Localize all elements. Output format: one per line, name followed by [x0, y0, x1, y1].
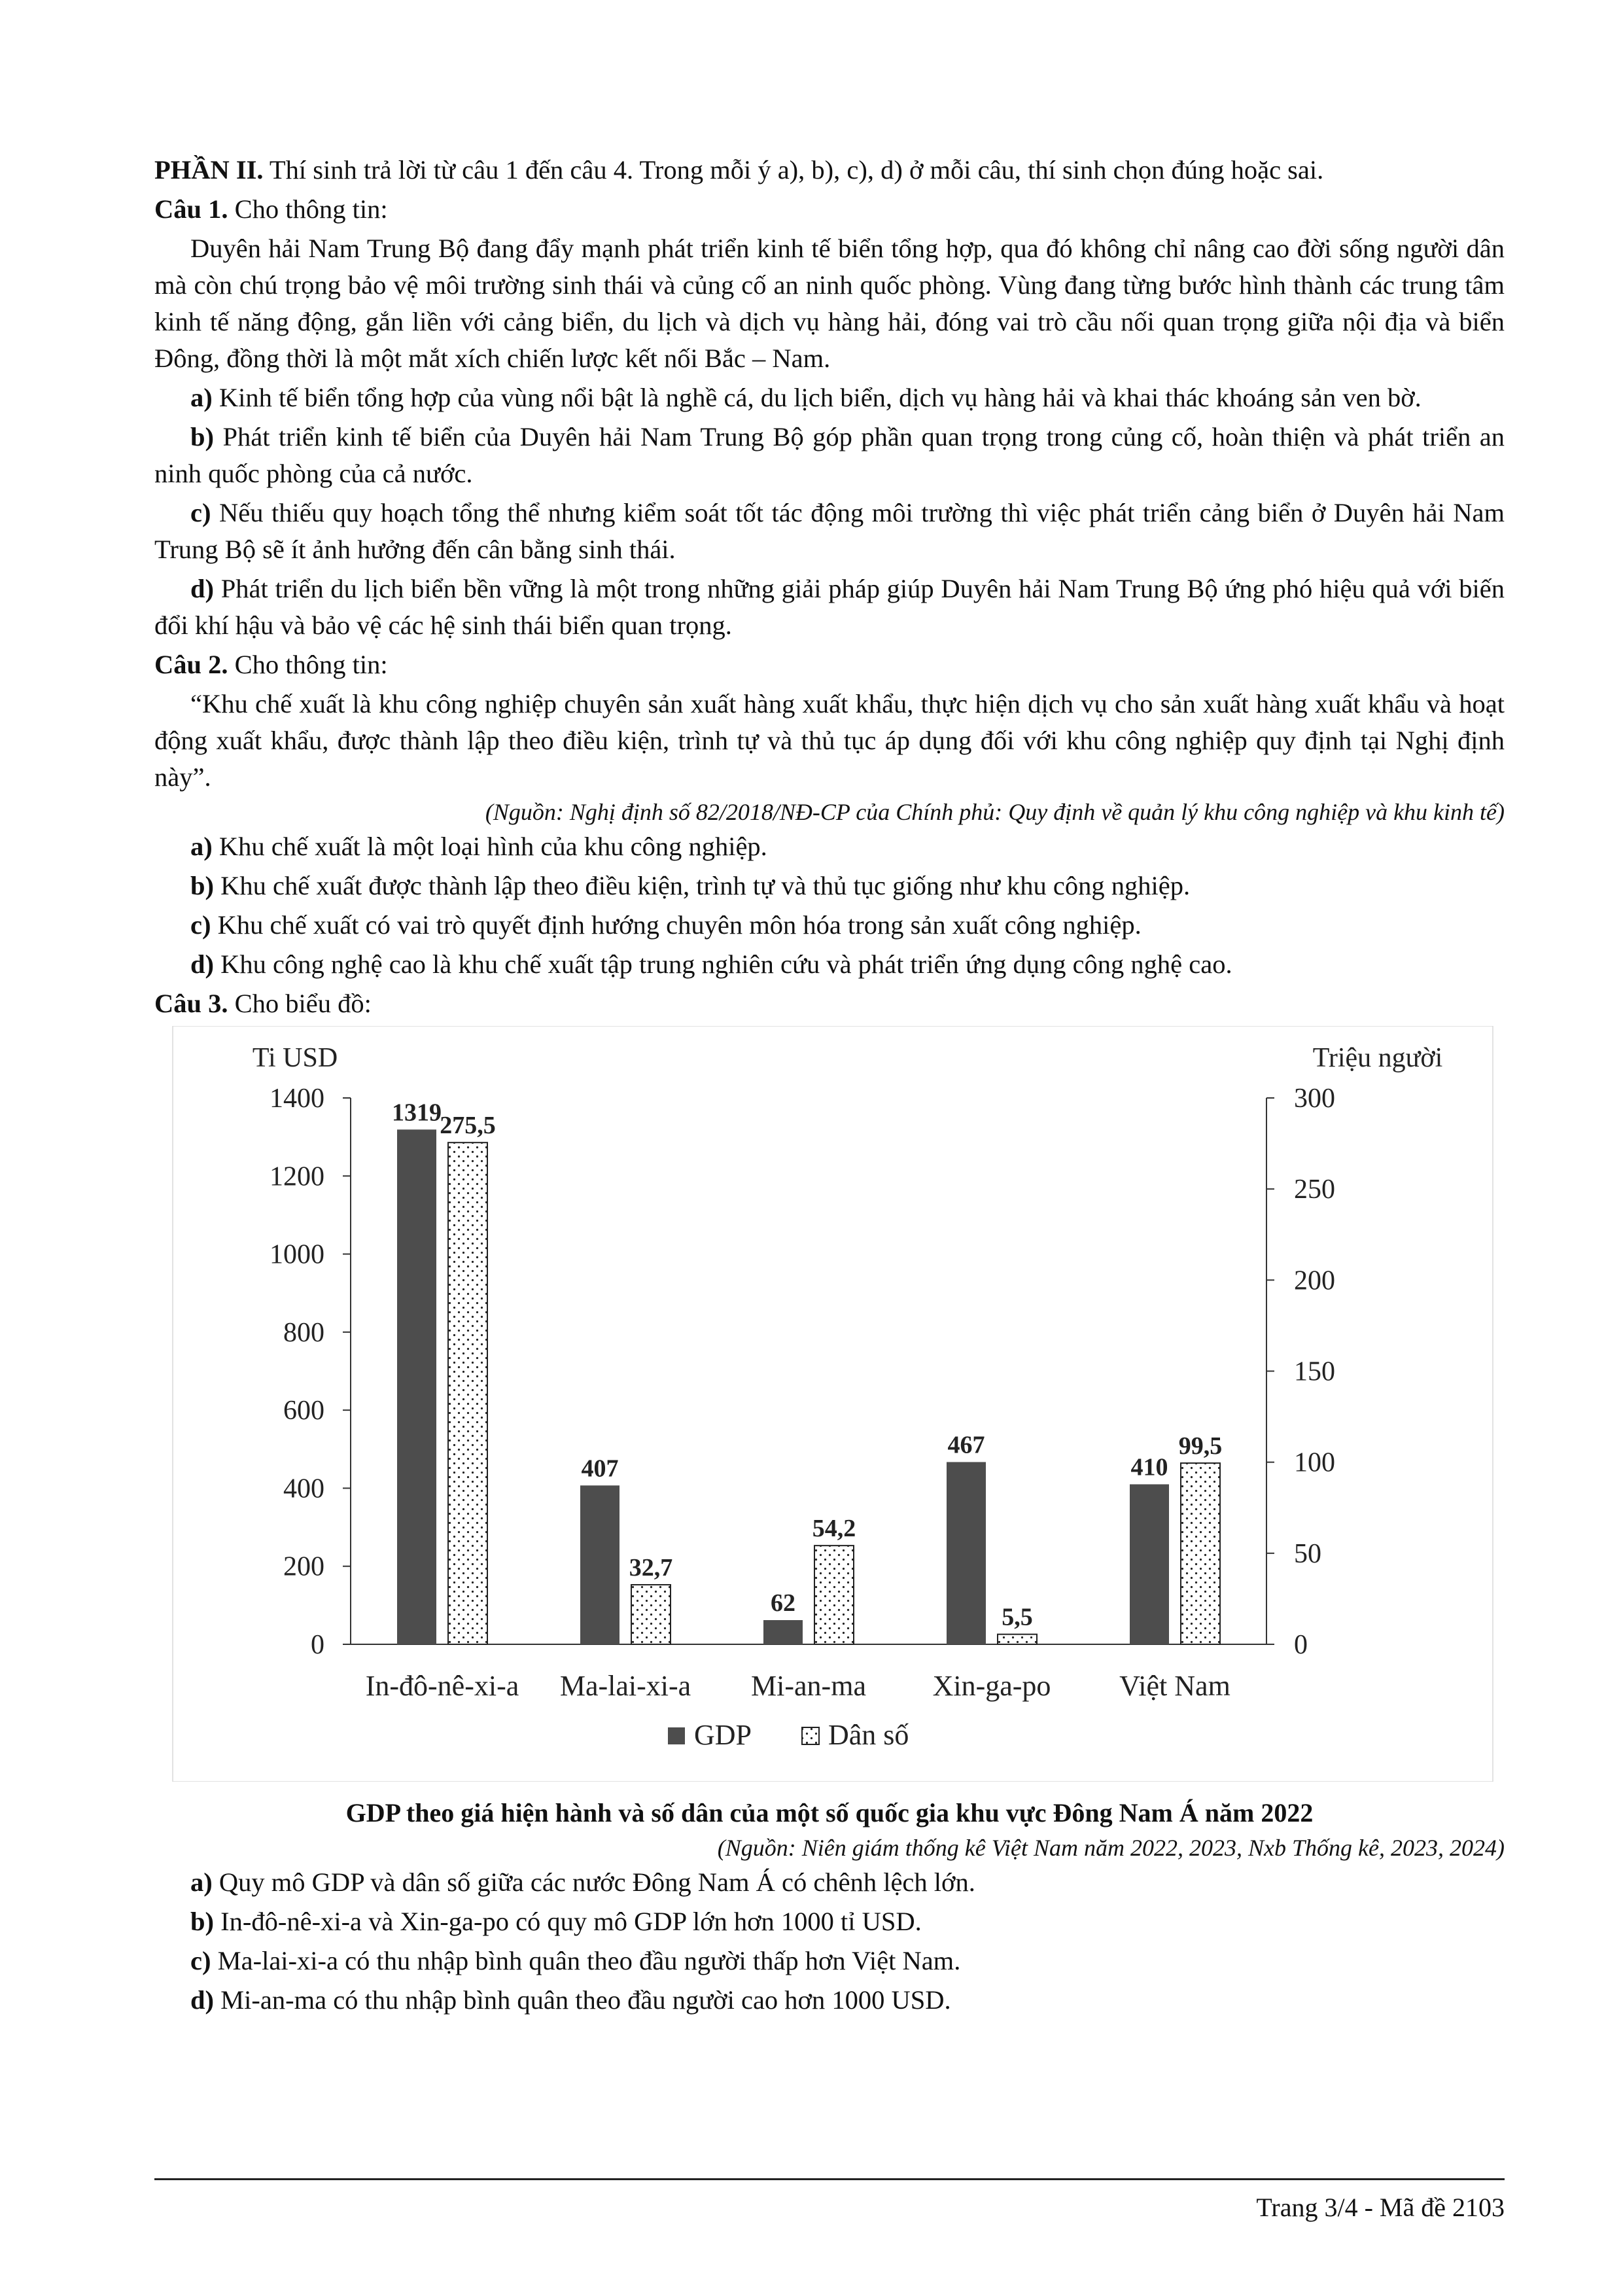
bar-population: [814, 1545, 854, 1644]
q2-item-key: d): [190, 949, 215, 979]
q3-label: Câu 3.: [154, 989, 228, 1018]
data-label-gdp: 410: [1130, 1453, 1168, 1481]
y-tick-label-left: 1000: [270, 1239, 324, 1270]
q3-item-text: Ma-lai-xi-a có thu nhập bình quân theo đầu người thấp hơn Việt Nam.: [211, 1946, 961, 1975]
y-tick-label-left: 200: [283, 1551, 324, 1582]
q1-label: Câu 1.: [154, 194, 228, 224]
x-tick-label: Ma-lai-xi-a: [559, 1670, 691, 1702]
y-tick-label-left: 1200: [270, 1161, 324, 1192]
x-tick-label: In-đô-nê-xi-a: [365, 1670, 519, 1702]
q2-item-text: Khu chế xuất có vai trò quyết định hướng chuyên môn hóa trong sản xuất công nghiệp.: [211, 910, 1142, 940]
q3-heading: [154, 985, 1505, 1022]
y-axis-title-left: Ti USD: [252, 1043, 338, 1073]
q2-item-key: b): [190, 871, 215, 900]
y-tick-label-right: 0: [1294, 1630, 1308, 1660]
legend-swatch-gdp: [668, 1727, 685, 1744]
y-tick-label-left: 400: [283, 1474, 324, 1504]
q2-item-a: [154, 828, 1505, 865]
q1-item-key: a): [190, 383, 213, 412]
data-label-population: 54,2: [812, 1515, 856, 1543]
legend-swatch-population: [802, 1727, 819, 1744]
bar-population: [1181, 1463, 1220, 1644]
x-tick-label: Mi-an-ma: [751, 1670, 866, 1702]
gdp-population-chart: [154, 1026, 1505, 1782]
chart-frame: [173, 1026, 1493, 1782]
data-label-gdp: 407: [581, 1455, 619, 1483]
q2-item-text: Khu công nghệ cao là khu chế xuất tập trung nghiên cứu và phát triển ứng dụng công nghệ cao.: [214, 949, 1232, 979]
exam-page: [154, 152, 1505, 2019]
q1-item-text: Nếu thiếu quy hoạch tổng thể nhưng kiểm soát tốt tác động môi trường thì việc phát triển cảng biển ở Duyên hải Nam Trung Bộ sẽ ít ảnh hưởng đến cân bằng sinh thái.: [154, 498, 1505, 564]
q2-label: Câu 2.: [154, 650, 228, 679]
part2-header: [154, 152, 1505, 188]
y-tick-label-right: 50: [1294, 1538, 1321, 1569]
q3-item-c: [154, 1943, 1505, 1979]
q3-item-text: In-đô-nê-xi-a và Xin-ga-po có quy mô GDP lớn hơn 1000 tỉ USD.: [214, 1907, 922, 1936]
q3-source: (Nguồn: Niên giám thống kê Việt Nam năm 2022, 2023, Nxb Thống kê, 2023, 2024): [717, 1835, 1505, 1861]
bar-population: [631, 1585, 671, 1644]
bar-gdp: [397, 1129, 436, 1644]
q1-item-d: [154, 571, 1505, 644]
q3-prompt: Cho biểu đồ:: [228, 989, 372, 1018]
q1-passage: Duyên hải Nam Trung Bộ đang đẩy mạnh phát triển kinh tế biển tổng hợp, qua đó không chỉ nâng cao đời sống người dân mà còn chú trọng bảo vệ môi trường sinh thái và củng cố an ninh quốc phòng. Vùng đang từng bước hình thành các trung tâm kinh tế năng động, gắn liền với cảng biển, du lịch và dịch vụ hàng hải, đóng vai trò cầu nối quan trọng giữa nội địa và biển Đông, đồng thời là một mắt xích chiến lược kết nối Bắc – Nam.: [154, 234, 1505, 373]
q1-item-text: Phát triển du lịch biển bền vững là một trong những giải pháp giúp Duyên hải Nam Trung Bộ ứng phó hiệu quả với biến đổi khí hậu và bảo vệ các hệ sinh thái biển quan trọng.: [154, 574, 1505, 640]
bar-population: [448, 1142, 487, 1644]
q2-heading: [154, 646, 1505, 683]
q3-item-key: d): [190, 1985, 215, 2015]
data-label-population: 32,7: [629, 1553, 673, 1581]
legend-label-gdp: GDP: [694, 1719, 752, 1751]
q3-item-b: [154, 1903, 1505, 1940]
q3-item-text: Mi-an-ma có thu nhập bình quân theo đầu người cao hơn 1000 USD.: [214, 1985, 951, 2015]
y-tick-label-left: 1400: [270, 1084, 324, 1114]
data-label-population: 5,5: [1002, 1603, 1033, 1631]
q2-passage: “Khu chế xuất là khu công nghiệp chuyên sản xuất hàng xuất khẩu, thực hiện dịch vụ cho sản xuất hàng xuất khẩu và hoạt động xuất khẩu, được thành lập theo điều kiện, trình tự và thủ tục áp dụng đối với khu công nghiệp quy định tại Nghị định này”.: [154, 689, 1505, 792]
q3-item-text: Quy mô GDP và dân số giữa các nước Đông Nam Á có chênh lệch lớn.: [212, 1867, 975, 1897]
q2-item-c: [154, 907, 1505, 944]
q1-item-b: [154, 419, 1505, 492]
q3-item-key: c): [190, 1946, 211, 1975]
data-label-gdp: 62: [771, 1589, 795, 1617]
x-tick-label: Xin-ga-po: [932, 1670, 1051, 1702]
q2-item-d: [154, 946, 1505, 983]
bar-gdp: [1130, 1484, 1169, 1644]
y-tick-label-right: 100: [1294, 1447, 1335, 1478]
q2-source: (Nguồn: Nghị định số 82/2018/NĐ-CP của Chính phủ: Quy định về quản lý khu công nghiệp và khu kinh tế): [485, 799, 1505, 825]
q1-item-c: [154, 495, 1505, 568]
footer-divider: [154, 2178, 1505, 2180]
y-tick-label-right: 250: [1294, 1174, 1335, 1205]
chart-title: GDP theo giá hiện hành và số dân của một số quốc gia khu vực Đông Nam Á năm 2022: [345, 1798, 1314, 1828]
y-tick-label-left: 0: [311, 1630, 324, 1660]
y-tick-label-right: 300: [1294, 1084, 1335, 1114]
q1-item-text: Kinh tế biển tổng hợp của vùng nổi bật là nghề cá, du lịch biển, dịch vụ hàng hải và khai thác khoáng sản ven bờ.: [212, 383, 1422, 412]
q1-item-text: Phát triển kinh tế biển của Duyên hải Nam Trung Bộ góp phần quan trọng trong củng cố, hoàn thiện và phát triển an ninh quốc phòng của cả nước.: [154, 422, 1505, 488]
bar-population: [998, 1634, 1037, 1644]
q1-item-a: [154, 380, 1505, 416]
q2-prompt: Cho thông tin:: [228, 650, 388, 679]
q2-item-b: [154, 868, 1505, 904]
q1-item-key: b): [190, 422, 215, 451]
data-label-population: 99,5: [1178, 1432, 1223, 1460]
bar-gdp: [763, 1620, 803, 1644]
q1-heading: [154, 191, 1505, 228]
q2-item-text: Khu chế xuất là một loại hình của khu công nghiệp.: [212, 832, 767, 861]
q2-item-key: c): [190, 910, 211, 940]
data-label-population: 275,5: [440, 1112, 496, 1140]
q2-item-key: a): [190, 832, 213, 861]
data-label-gdp: 467: [947, 1431, 985, 1459]
q3-item-key: a): [190, 1867, 213, 1897]
q1-prompt: Cho thông tin:: [228, 194, 388, 224]
part2-title: PHẦN II.: [154, 155, 264, 185]
part2-intro: Thí sinh trả lời từ câu 1 đến câu 4. Trong mỗi ý a), b), c), d) ở mỗi câu, thí sinh chọn đúng hoặc sai.: [263, 155, 1324, 185]
data-label-gdp: 1319: [392, 1099, 442, 1127]
y-tick-label-left: 600: [283, 1396, 324, 1426]
q3-item-d: [154, 1982, 1505, 2019]
q3-item-a: [154, 1864, 1505, 1901]
q3-item-key: b): [190, 1907, 215, 1936]
legend-label-population: Dân số: [828, 1719, 909, 1751]
y-axis-title-right: Triệu người: [1312, 1043, 1443, 1073]
bar-gdp: [947, 1462, 986, 1644]
y-tick-label-left: 800: [283, 1317, 324, 1348]
q1-item-key: c): [190, 498, 211, 527]
page-footer: Trang 3/4 - Mã đề 2103: [1256, 2193, 1505, 2222]
y-tick-label-right: 150: [1294, 1356, 1335, 1387]
y-tick-label-right: 200: [1294, 1265, 1335, 1296]
q2-item-text: Khu chế xuất được thành lập theo điều kiện, trình tự và thủ tục giống như khu công nghiệp.: [214, 871, 1191, 900]
bar-gdp: [580, 1485, 620, 1644]
chart-container: [154, 1026, 1505, 1782]
q1-item-key: d): [190, 574, 215, 603]
x-tick-label: Việt Nam: [1119, 1670, 1230, 1702]
